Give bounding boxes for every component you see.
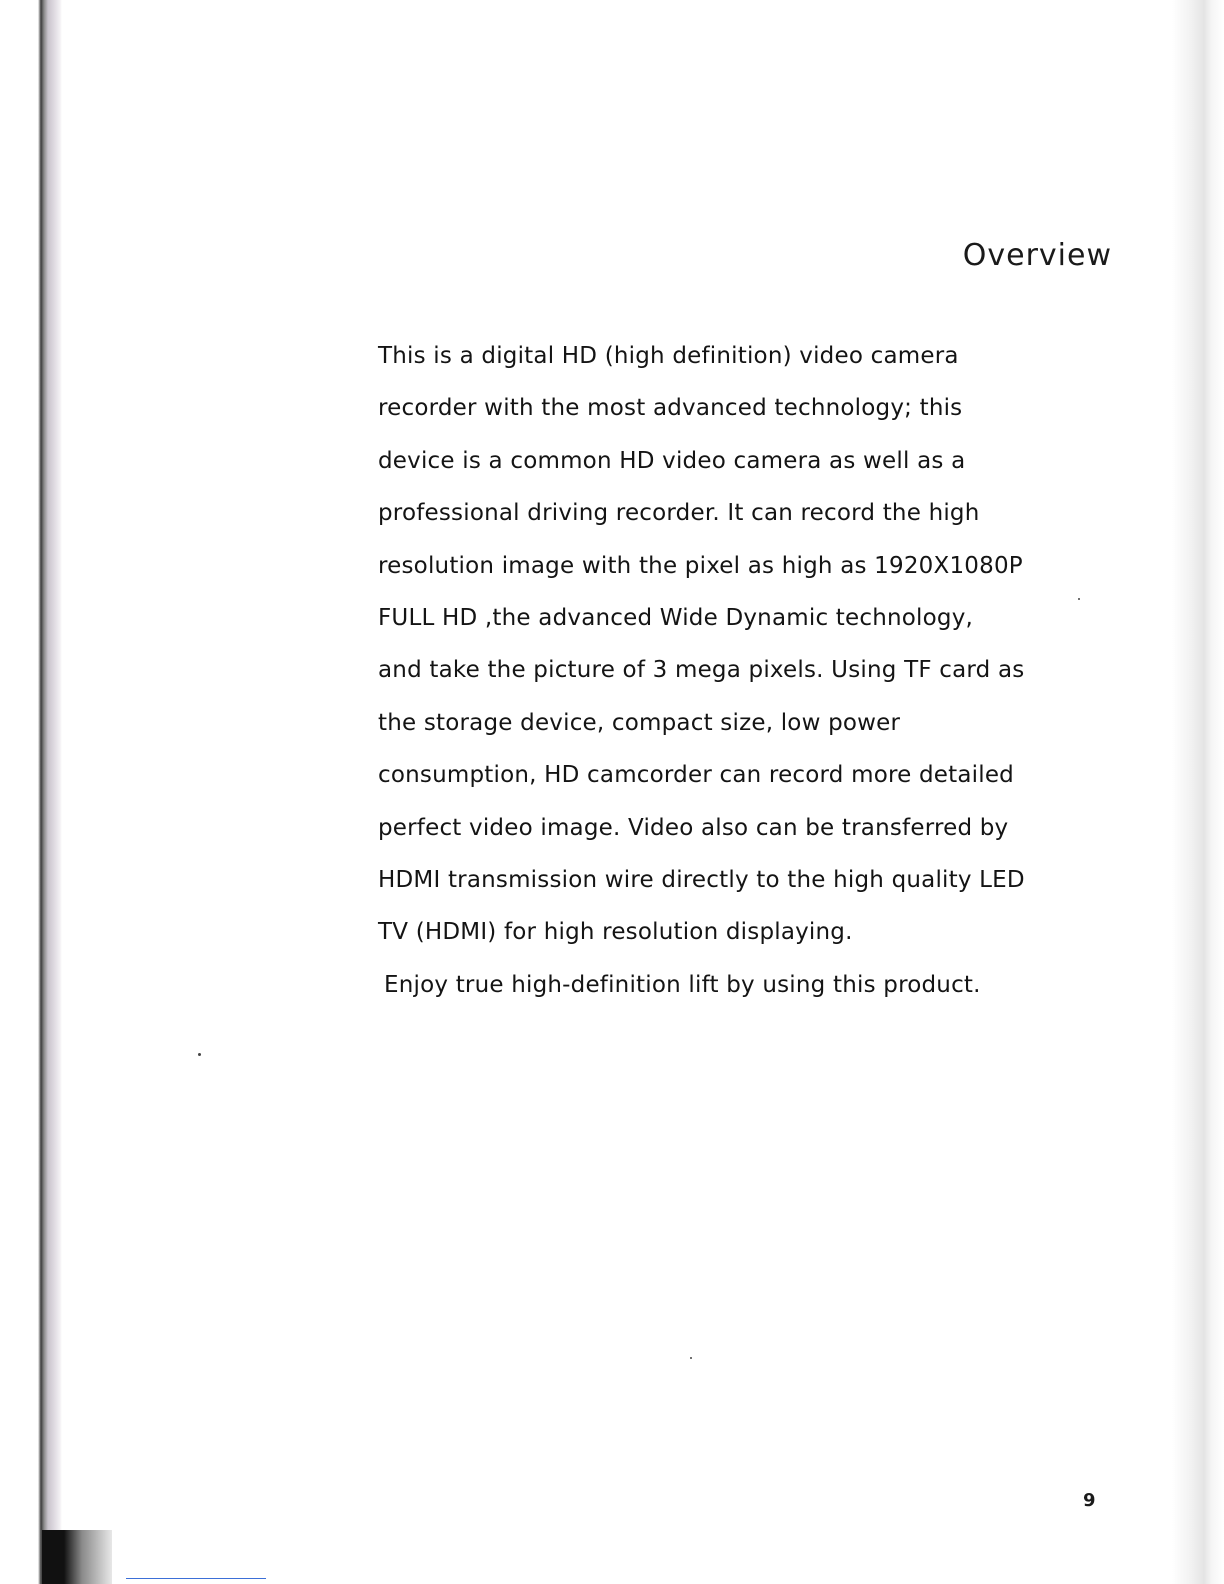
paragraph-line: HDMI transmission wire directly to the high quality LED [378,866,1025,893]
paragraph-line: consumption, HD camcorder can record more detailed [378,762,1014,789]
scan-artifact-line [126,1578,266,1579]
paragraph-line: professional driving recorder. It can record the high [378,500,980,527]
paragraph-line: recorder with the most advanced technology; this [378,395,963,422]
paragraph-line: This is a digital HD (high definition) video camera [378,343,959,369]
page-title: Overview [962,238,1112,273]
paragraph-line: Enjoy true high-definition lift by using this product. [384,971,981,998]
paragraph-line: device is a common HD video camera as well as a [378,447,966,474]
paragraph-line: the storage device, compact size, low power [378,709,901,736]
paragraph-line: FULL HD ,the advanced Wide Dynamic technology, [378,604,974,631]
scan-speck [198,1053,201,1056]
paragraph-line: and take the picture of 3 mega pixels. Using TF card as [378,657,1025,684]
page-number: 9 [1083,1490,1096,1511]
paragraph-line: TV (HDMI) for high resolution displaying. [378,919,853,946]
overview-paragraph [378,330,1118,1011]
paragraph-line: perfect video image. Video also can be transferred by [378,814,1009,841]
binding-shadow [42,1530,112,1584]
paragraph-line: resolution image with the pixel as high as 1920X1080P [378,552,1023,579]
binding-edge [0,0,62,1584]
scan-speck [690,1357,692,1359]
page-right-edge [1152,0,1224,1584]
